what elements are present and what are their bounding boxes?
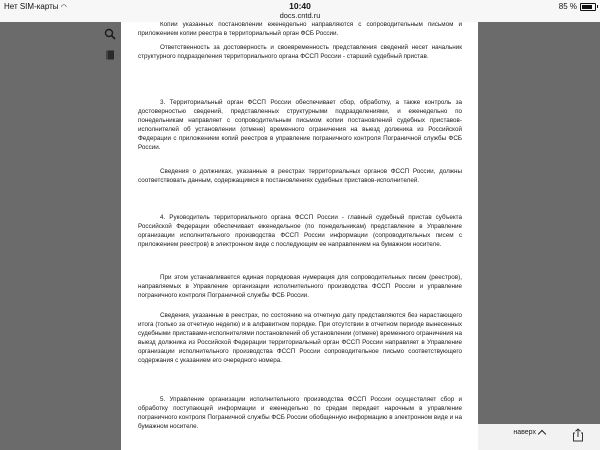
paragraph: Сведения, указанные в реестрах, по состоянию на отчетную дату представляются без нарастающего итога (только за отчетную неделю) и в алфавитном порядке. При отсутствии в отчетном периоде вынесенных судебными приставами-исполнителями постановлений об установлении (отмене) временного ограничения на выезд должника из Российской Федерации территориальный орган ФССП России направляет в Управление организации исполнительного производства ФССП России сопроводительное письмо соответствующего содержания с указанием его очередного номера. [138,312,462,365]
document-page [121,22,478,450]
battery-indicator [559,2,596,11]
status-bar [0,0,600,22]
battery-icon [580,3,596,11]
paragraph: Копии указанных постановлений еженедельно направляются с сопроводительным письмом и приложением копии реестра в территориальный орган ФСБ России. [138,22,462,38]
scroll-to-top-label: наверх [513,429,536,436]
wifi-icon: ◠ [60,4,67,11]
share-icon[interactable] [572,428,584,442]
clock: 10:40 [289,1,311,11]
side-toolbar [104,28,118,70]
carrier-text: Нет SIM-карты [4,2,59,11]
address-url[interactable]: docs.cntd.ru [279,11,321,20]
battery-fill [582,5,592,9]
search-icon[interactable] [104,28,116,40]
scroll-to-top-button[interactable] [513,428,545,437]
paragraph: 5. Управление организации исполнительного производства ФССП России осуществляет сбор и обработку поступающей информации и еженедельно по средам передает нарочным в управление пограничного контроля Пограничной службы ФСБ России обобщенную информацию в электронном виде и на бумажном носителе. [138,396,462,431]
chevron-up-icon [538,430,546,438]
paragraph: 3. Территориальный орган ФССП России обеспечивает сбор, обработку, а также контроль за достоверностью сведений, представленных структурными подразделениями, и еженедельно по понедельникам направляет с сопроводительным письмом копии постановлений судебных приставов-исполнителей об установлении (отмене) временного ограничения на выезд должника из Российской Федерации с приложением копий реестров в управление пограничного контроля Пограничной службы ФСБ России. [138,99,462,152]
paragraph: Сведения о должниках, указанные в реестрах территориальных органов ФССП России, должны соответствовать данным, содержащимся в постановлениях судебных приставов-исполнителей. [138,168,462,185]
paragraph: Ответственность за достоверность и своевременность представления сведений несет начальник структурного подразделения территориального органа ФССП России - старший судебный пристав. [138,44,462,61]
battery-percent: 85 % [558,2,577,11]
bookmark-icon[interactable] [104,49,116,61]
paragraph: 4. Руководитель территориального органа ФССП России - главный судебный пристав субъекта Российской Федерации обеспечивает еженедельное (по понедельникам) представление в Управление организации исполнительного производства ФССП России информации (сопроводительных писем с приложением реестров) в электронном виде с последующим ее направлением на бумажном носителе. [138,214,462,249]
paragraph: При этом устанавливается единая порядковая нумерация для сопроводительных писем (реестров), направляемых в Управление организации исполнительного производства ФССП России и управление пограничного контроля Пограничной службы ФСБ России. [138,274,462,300]
